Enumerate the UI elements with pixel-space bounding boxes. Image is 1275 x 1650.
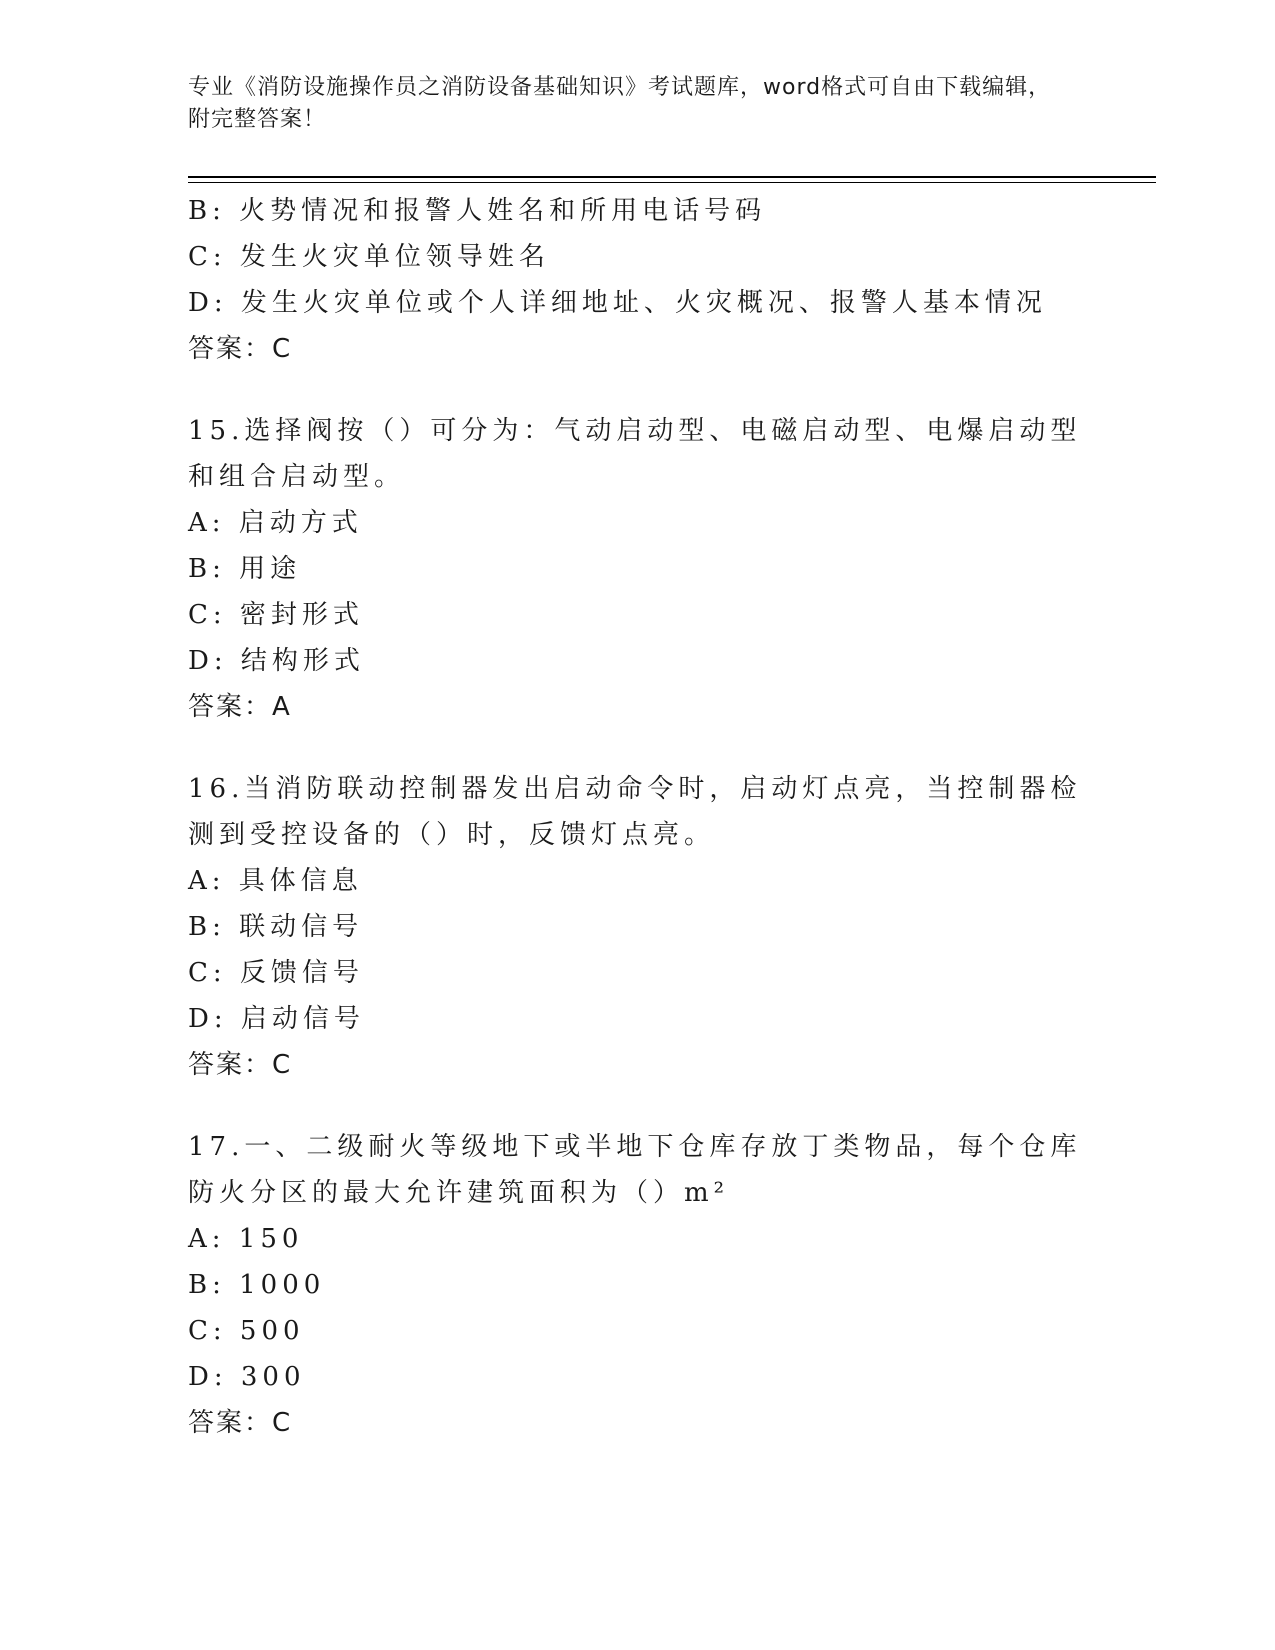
option-c: C: 密封形式 — [188, 600, 364, 630]
header-divider-thick — [188, 176, 1156, 178]
question-15 — [188, 408, 1088, 730]
option-d: D: 300 — [188, 1362, 306, 1392]
option-a: A: 具体信息 — [188, 866, 363, 896]
answer: 答案：C — [188, 1050, 293, 1080]
option-c: C: 500 — [188, 1316, 305, 1346]
document-header: 专业《消防设施操作员之消防设备基础知识》考试题库，word格式可自由下载编辑，附完整答案！ — [188, 75, 1052, 132]
question-text: 15.选择阀按（）可分为：气动启动型、电磁启动型、电爆启动型和组合启动型。 — [188, 416, 1082, 492]
option-b: B: 1000 — [188, 1270, 326, 1300]
header-divider-thin — [188, 182, 1156, 183]
option-d: D: 结构形式 — [188, 646, 365, 676]
question-text: 16.当消防联动控制器发出启动命令时，启动灯点亮，当控制器检测到受控设备的（）时，反馈灯点亮。 — [188, 774, 1082, 850]
answer: 答案：A — [188, 692, 292, 722]
option-b: B: 用途 — [188, 554, 302, 584]
option-c: C: 反馈信号 — [188, 958, 364, 988]
question-text: 17.一、二级耐火等级地下或半地下仓库存放丁类物品，每个仓库防火分区的最大允许建筑面积为（）m² — [188, 1132, 1082, 1208]
question-17 — [188, 1124, 1088, 1446]
question-14-continuation — [188, 188, 1088, 372]
question-16 — [188, 766, 1088, 1088]
option-b: B: 联动信号 — [188, 912, 364, 942]
option-a: A: 启动方式 — [188, 508, 363, 538]
option-a: A: 150 — [188, 1224, 304, 1254]
option-d: D: 发生火灾单位或个人详细地址、火灾概况、报警人基本情况 — [188, 288, 1047, 318]
option-b: B: 火势情况和报警人姓名和所用电话号码 — [188, 196, 767, 226]
option-d: D: 启动信号 — [188, 1004, 365, 1034]
answer: 答案：C — [188, 1408, 293, 1438]
answer: 答案：C — [188, 334, 293, 364]
option-c: C: 发生火灾单位领导姓名 — [188, 242, 550, 272]
question-list — [188, 188, 1088, 1446]
